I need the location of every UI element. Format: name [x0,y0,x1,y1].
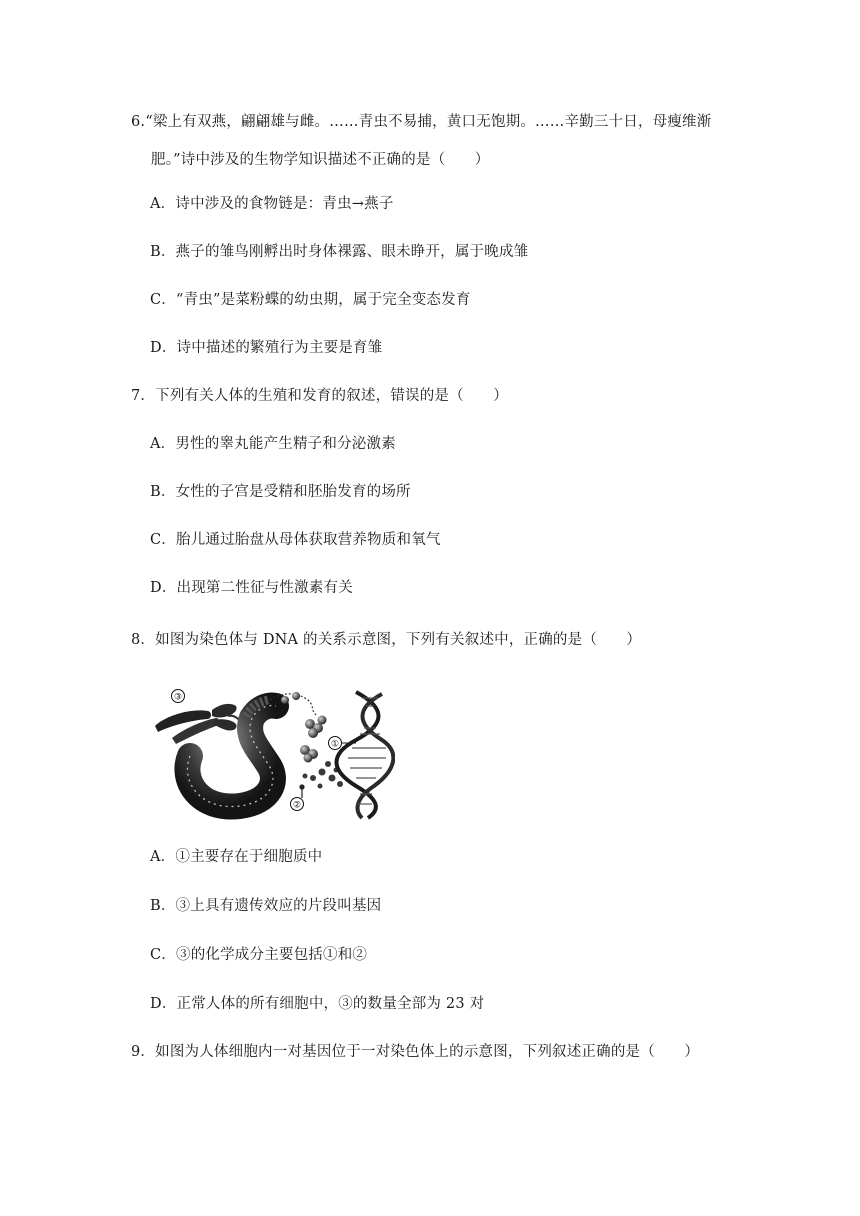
question-8-option-a: A．①主要存在于细胞质中 [150,849,323,865]
svg-text:①: ① [330,739,340,750]
chromosome-dna-diagram [150,686,395,821]
question-9-stem: 9．如图为人体细胞内一对基因位于一对染色体上的示意图，下列叙述正确的是（ ） [131,1044,700,1060]
label-1 [329,737,342,750]
question-8-option-b: B．③上具有遗传效应的片段叫基因 [150,898,382,914]
question-7-option-b: B．女性的子宫是受精和胚胎发育的场所 [150,484,411,500]
question-6-line-1: 6.“梁上有双燕，翩翩雄与雌。……青虫不易捕，黄口无饱期。……辛勤三十日，母瘦维渐 [131,114,712,130]
question-7-option-c: C．胎儿通过胎盘从母体获取营养物质和氧气 [150,532,441,548]
label-2 [291,798,304,811]
question-6-line-2: 肥。”诗中涉及的生物学知识描述不正确的是（ ） [151,152,490,168]
question-7-option-a: A．男性的睾丸能产生精子和分泌激素 [150,436,396,452]
chromosome-shape [155,704,246,744]
question-8-option-d: D．正常人体的所有细胞中，③的数量全部为 23 对 [150,996,485,1012]
dna-double-helix [337,692,394,818]
question-6-option-c: C．“青虫”是菜粉蝶的幼虫期，属于完全变态发育 [150,292,471,308]
svg-text:②: ② [292,800,302,811]
svg-text:③: ③ [173,692,183,703]
question-6-option-b: B．燕子的雏鸟刚孵出时身体裸露、眼未睁开，属于晚成雏 [150,244,529,260]
question-6-option-d: D．诗中描述的繁殖行为主要是育雏 [150,340,383,356]
question-8-stem: 8．如图为染色体与 DNA 的关系示意图，下列有关叙述中，正确的是（ ） [131,632,642,648]
question-6-option-a: A．诗中涉及的食物链是：青虫→燕子 [150,196,394,212]
question-8-option-c: C．③的化学成分主要包括①和② [150,947,368,963]
label-3 [172,690,185,703]
question-7-stem: 7．下列有关人体的生殖和发育的叙述，错误的是（ ） [131,388,508,404]
question-7-option-d: D．出现第二性征与性激素有关 [150,580,353,596]
